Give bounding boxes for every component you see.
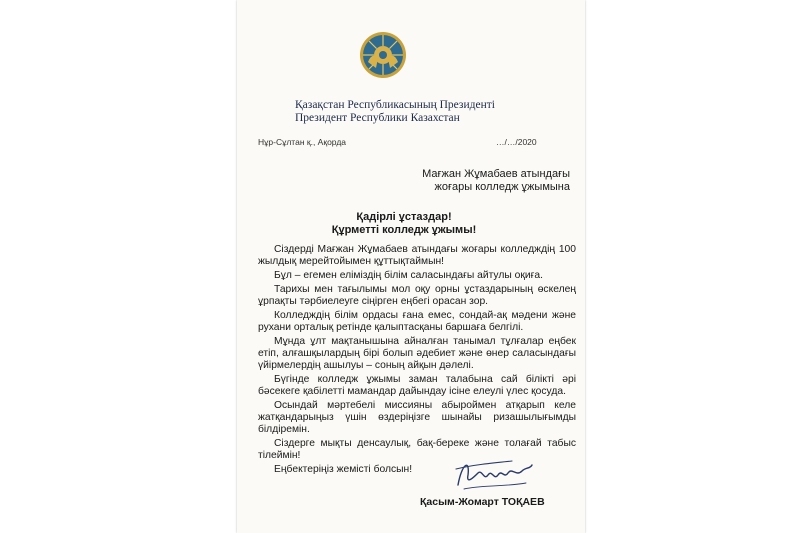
salutation-line: Құрметті колледж ұжымы! — [331, 224, 477, 236]
body-paragraph: Мұнда ұлт мақтанышына айналған танымал тұлғалар еңбек етіп, алғашқылардың бірі болып әдебиет және өнер саласындағы үйірмелердің ашылуы – соның айқын дәлелі. — [258, 335, 576, 372]
state-emblem-icon — [358, 30, 408, 80]
letter-body — [258, 244, 576, 478]
letterhead-line-kazakh: Қазақстан Республикасының Президенті — [295, 99, 495, 111]
body-paragraph: Тарихы мен тағылымы мол оқу орны ұстаздарының өскелең ұрпақты тәрбиелеуге сіңірген еңбегі орасан зор. — [258, 283, 576, 307]
addressee-line: Мағжан Жұмабаев атындағы — [422, 168, 570, 180]
body-paragraph: Бүгінде колледж ұжымы заман талабына сай білікті әрі бәсекеге қабілетті мамандар дайындау ісіне елеулі үлес қосуда. — [258, 374, 576, 398]
body-paragraph: Колледждің білім ордасы ғана емес, сондай-ақ мәдени және рухани орталық ретінде қалыптасқаны баршаға белгілі. — [258, 309, 576, 333]
body-paragraph: Бұл – егемен еліміздің білім саласындағы айтулы оқиға. — [274, 270, 543, 281]
salutation — [300, 211, 508, 237]
body-paragraph: Сіздерге мықты денсаулық, бақ-береке және толағай табыс тілеймін! — [258, 438, 576, 462]
signer-name: Қасым-Жомарт ТОҚАЕВ — [420, 496, 545, 508]
place-of-issue: Нұр-Сұлтан қ., Ақорда — [258, 137, 347, 147]
salutation-line: Қадірлі ұстаздар! — [356, 211, 452, 223]
addressee-line: жоғары колледж ұжымына — [434, 181, 570, 193]
body-paragraph: Сіздерді Мағжан Жұмабаев атындағы жоғары колледждің 100 жылдық мерейтойымен құттықтаймын! — [258, 244, 576, 268]
addressee — [360, 168, 570, 194]
handwritten-signature — [452, 455, 537, 495]
letterhead-line-russian: Президент Республики Казахстан — [295, 112, 460, 124]
body-paragraph: Еңбектеріңіз жемісті болсын! — [274, 464, 413, 476]
letter-date: …/…/2020 — [496, 137, 537, 147]
body-paragraph: Осындай мәртебелі миссияны абыроймен атқарып келе жатқандарыңыз үшін өздеріңізге шынайы ризашылығымды білдіремін. — [258, 400, 576, 436]
